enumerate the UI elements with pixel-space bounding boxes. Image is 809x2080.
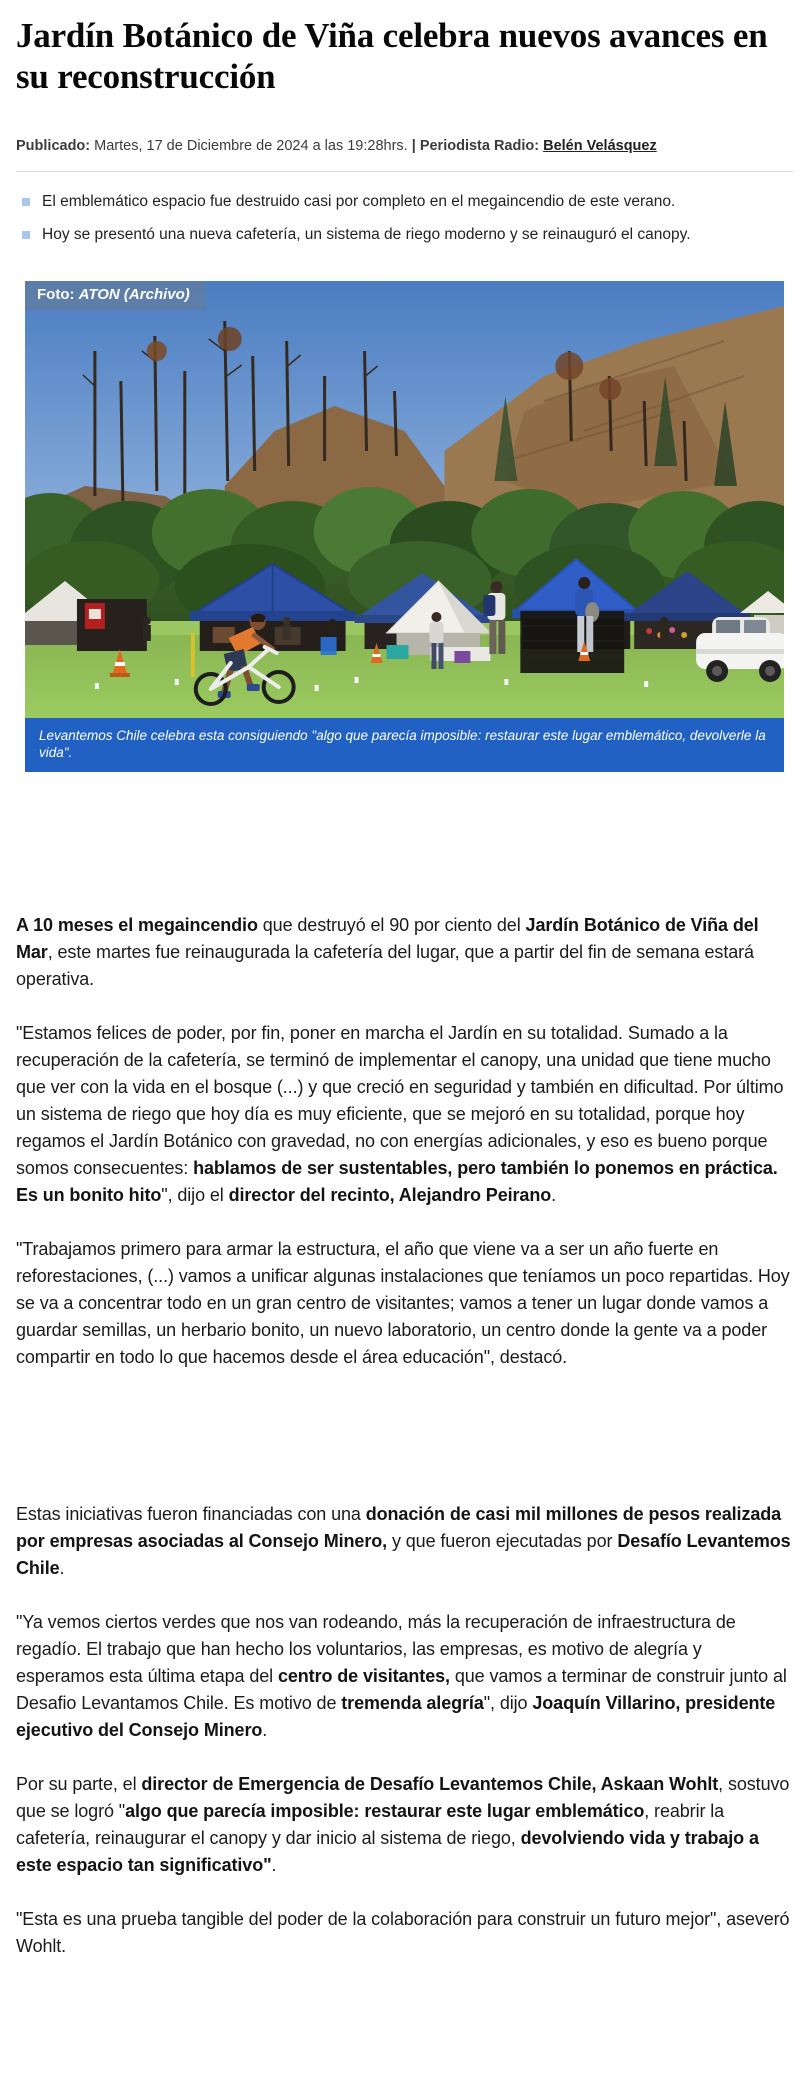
highlight-text: El emblemático espacio fue destruido casi por completo en el megaincendio de este verano. bbox=[42, 192, 676, 210]
article-figure bbox=[25, 281, 784, 772]
byline-text: Publicado: bbox=[16, 138, 95, 155]
paragraph: "Estamos felices de poder, por fin, poner en marcha el Jardín en su totalidad. Sumado a la recuperación de la cafetería, se terminó de implementar el canopy, una unidad que tiene mucho que ver con la vida en el bosque (...) y que creció en seguridad y también en dificultad. Por último un sistema de riego que hoy día es muy eficiente, que se mejoró en su totalidad, porque hoy regamos el Jardín Botánico con gravedad, no con energías adicionales, y eso es bueno porque somos consecuentes: hablamos de ser sustentables, pero también lo ponemos en práctica. Es un bonito hito", dijo el director del recinto, Alejandro Peirano. bbox=[16, 1022, 784, 1205]
byline-text: Martes, 17 de Diciembre de 2024 a las 19:28hrs. bbox=[94, 138, 412, 155]
byline-author-link[interactable]: Belén Velásquez bbox=[543, 138, 657, 155]
byline-text: | Periodista Radio: bbox=[411, 138, 544, 155]
paragraph: "Esta es una prueba tangible del poder de la colaboración para construir un futuro mejor", aseveró Wohlt. bbox=[16, 1908, 790, 1956]
photo-credit-label: Foto: bbox=[37, 285, 79, 303]
article-photo-illustration bbox=[25, 281, 784, 718]
highlight-item bbox=[16, 223, 793, 247]
highlight-item bbox=[16, 190, 793, 214]
article-photo bbox=[25, 281, 784, 718]
bullet-square-icon bbox=[22, 198, 30, 206]
photo-caption: Levantemos Chile celebra esta consiguiendo "algo que parecía imposible: restaurar este lugar emblemático, devolverle la vida". bbox=[25, 718, 784, 772]
page-title: Jardín Botánico de Viña celebra nuevos avances en su reconstrucción bbox=[16, 16, 768, 96]
article-body bbox=[0, 772, 809, 1960]
highlight-text: Hoy se presentó una nueva cafetería, un sistema de riego moderno y se reinauguró el canopy. bbox=[42, 225, 691, 243]
paragraph: Por su parte, el director de Emergencia de Desafío Levantemos Chile, Askaan Wohlt, sostuvo que se logró "algo que parecía imposible: restaurar este lugar emblemático, reabrir la cafetería, reinaugurar el canopy y dar inicio al sistema de riego, devolviendo vida y trabajo a este espacio tan significativo". bbox=[16, 1773, 790, 1875]
paragraph: Estas iniciativas fueron financiadas con una donación de casi mil millones de pesos realizada por empresas asociadas al Consejo Minero, y que fueron ejecutadas por Desafío Levantemos Chile. bbox=[16, 1503, 791, 1578]
paragraph: "Trabajamos primero para armar la estructura, el año que viene va a ser un año fuerte en reforestaciones, (...) vamos a unificar algunas instalaciones que teníamos un poco repartidas. Hoy se va a concentrar todo en un gran centro de visitantes; vamos a tener un lugar donde vamos a guardar semillas, un herbario bonito, un nuevo laboratorio, un centro donde la gente va a poder compartir en todo lo que hacemos desde el área educación", destacó. bbox=[16, 1238, 790, 1367]
byline bbox=[16, 137, 793, 157]
bullet-square-icon bbox=[22, 231, 30, 239]
photo-credit-agency: ATON (Archivo) bbox=[78, 285, 190, 303]
photo-credit bbox=[25, 281, 206, 310]
divider bbox=[16, 171, 793, 172]
highlights-list bbox=[16, 190, 793, 247]
paragraph: A 10 meses el megaincendio que destruyó el 90 por ciento del Jardín Botánico de Viña del Mar, este martes fue reinaugurada la cafetería del lugar, que a partir del fin de semana estará operativa. bbox=[16, 914, 759, 989]
article-page bbox=[0, 16, 809, 1960]
paragraph: "Ya vemos ciertos verdes que nos van rodeando, más la recuperación de infraestructura de regadío. El trabajo que han hecho los voluntarios, las empresas, es motivo de alegría y esperamos esta última etapa del centro de visitantes, que vamos a terminar de construir junto al Desafio Levantamos Chile. Es motivo de tremenda alegría", dijo Joaquín Villarino, presidente ejecutivo del Consejo Minero. bbox=[16, 1611, 787, 1740]
